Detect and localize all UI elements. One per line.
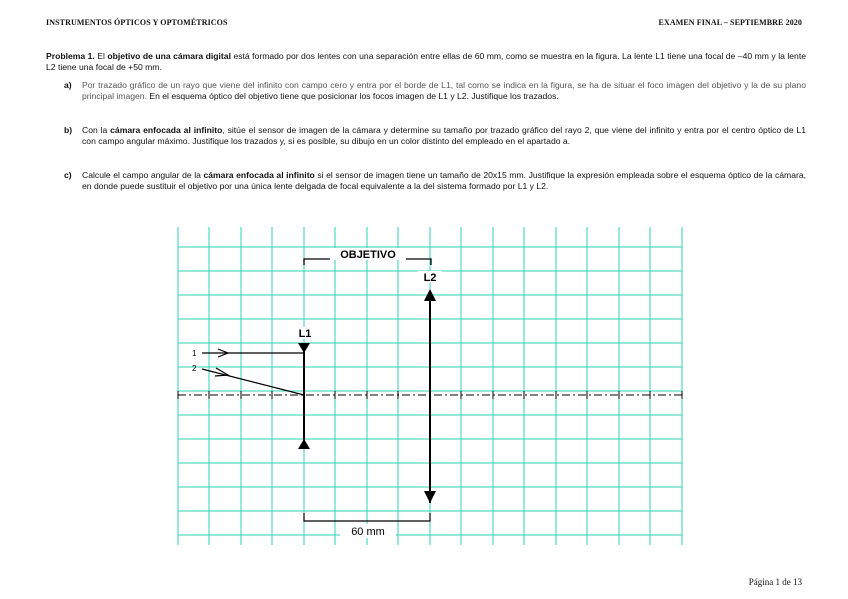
item-b bbox=[64, 125, 807, 147]
l1-top-arrow-icon bbox=[298, 343, 310, 353]
item-c bbox=[64, 170, 807, 192]
item-a-letter: a) bbox=[64, 80, 72, 90]
page-number: Página 1 de 13 bbox=[748, 577, 802, 587]
item-b-text-1: Con la bbox=[82, 125, 111, 135]
item-c-text-1: Calcule el campo angular de la bbox=[82, 170, 204, 180]
header-left: INSTRUMENTOS ÓPTICOS Y OPTOMÉTRICOS bbox=[46, 18, 228, 27]
header-right: EXAMEN FINAL – SEPTIEMBRE 2020 bbox=[658, 18, 802, 27]
ray-2-arrow-icon bbox=[215, 368, 228, 376]
problem-statement bbox=[46, 51, 806, 73]
objetivo-label: OBJETIVO bbox=[340, 249, 396, 261]
l2-label: L2 bbox=[423, 272, 437, 284]
problem-text-1: El bbox=[94, 51, 108, 61]
ray-1-label: 1 bbox=[192, 349, 197, 358]
item-b-bold: cámara enfocada al infinito bbox=[110, 125, 223, 135]
item-b-letter: b) bbox=[64, 125, 73, 135]
distance-label: 60 mm bbox=[351, 526, 385, 538]
problem-text-2: está formado por dos lentes con una separación entre ellas de 60 mm, como se muestra en la figura. La lente L1 tiene una focal de –40 mm y la lente L2 tiene una focal de +50 mm. bbox=[46, 51, 806, 72]
item-b-text-2: , sitúe el sensor de imagen de la cámara y determine su tamaño por trazado gráfico del rayo 2, que viene del infinito y entra por el centro óptico de L1 con campo angular máximo. Justifique los trazados y, si es posible, su dibujo en un color distinto del empleado en el apartado a. bbox=[82, 125, 807, 146]
item-c-letter: c) bbox=[64, 170, 72, 180]
item-a-grey-text: Por trazado gráfico de un rayo que viene del infinito con campo cero y entra por el borde de L1, tal como se indica en la figura, se ha de situar el foco imagen del objetivo y la de su plano principal imagen. bbox=[82, 80, 806, 101]
l1-label: L1 bbox=[298, 328, 312, 340]
item-a bbox=[64, 80, 806, 102]
problem-bold-1: objetivo de una cámara digital bbox=[107, 51, 231, 61]
l1-bottom-arrow-icon bbox=[298, 439, 310, 449]
l2-bottom-arrow-icon bbox=[424, 491, 436, 503]
problem-title: Problema 1. bbox=[46, 51, 95, 61]
item-c-bold: cámara enfocada al infinito bbox=[203, 170, 315, 180]
item-a-text: En el esquema óptico del objetivo tiene que posicionar los focos imagen de L1 y L2. Justifique los trazados. bbox=[146, 91, 559, 101]
ray-2-label: 2 bbox=[192, 364, 197, 373]
item-c-text-2: si el sensor de imagen tiene un tamaño de 20x15 mm. Justifique la expresión empleada sobre el esquema óptico de la cámara, en donde puede sustituir el objetivo por una única lente delgada de focal equivalente a la del sistema formado por L1 y L2. bbox=[82, 170, 807, 191]
optical-diagram bbox=[170, 225, 690, 547]
